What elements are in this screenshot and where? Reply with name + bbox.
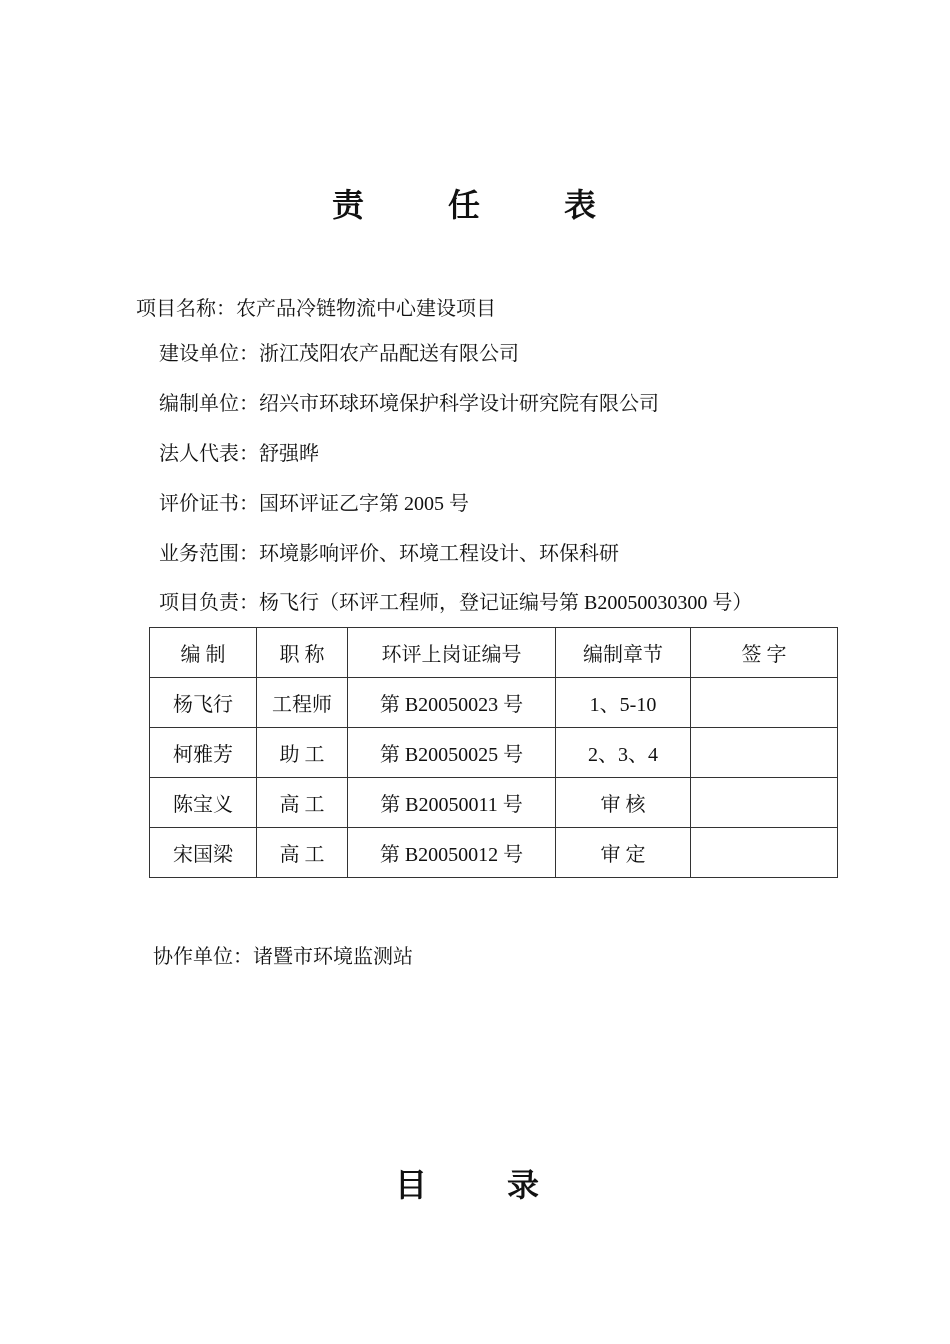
certificate-label: 评价证书： (159, 493, 259, 515)
project-lead-line (159, 591, 752, 615)
cooperator-line (153, 945, 413, 969)
cell-license-no: 第 B20050025 号 (348, 728, 556, 778)
toc-title: 目 录 (394, 1167, 575, 1203)
table-row (150, 728, 838, 778)
compiler-value: 绍兴市环球环境保护科学设计研究院有限公司 (259, 393, 659, 415)
cell-name: 陈宝义 (150, 778, 257, 828)
cooperator-value: 诸暨市环境监测站 (253, 946, 413, 968)
certificate-value: 国环评证乙字第 2005 号 (259, 493, 469, 515)
certificate-line (159, 492, 469, 516)
cell-license-no: 第 B20050023 号 (348, 678, 556, 728)
cell-license-no: 第 B20050011 号 (348, 778, 556, 828)
cell-name: 柯雅芳 (150, 728, 257, 778)
header-license-no: 环评上岗证编号 (348, 628, 556, 678)
header-signature: 签 字 (691, 628, 838, 678)
compiler-label: 编制单位： (159, 393, 259, 415)
cell-signature (691, 678, 838, 728)
scope-line (159, 542, 619, 566)
cell-title: 高 工 (257, 828, 348, 878)
legal-rep-label: 法人代表： (159, 443, 259, 465)
responsibility-table (149, 627, 838, 878)
project-lead-value: 杨飞行（环评工程师，登记证编号第 B20050030300 号） (259, 592, 753, 614)
builder-value: 浙江茂阳农产品配送有限公司 (259, 343, 519, 365)
compiler-line (159, 392, 659, 416)
cell-chapters: 审 定 (556, 828, 691, 878)
builder-line (159, 342, 519, 366)
header-title: 职 称 (257, 628, 348, 678)
header-chapters: 编制章节 (556, 628, 691, 678)
legal-rep-line (159, 442, 319, 466)
legal-rep-value: 舒强晔 (259, 443, 319, 465)
cell-name: 宋国梁 (150, 828, 257, 878)
page-title: 责 任 表 (331, 187, 634, 223)
project-name-label: 项目名称： (136, 298, 236, 320)
cell-chapters: 审 核 (556, 778, 691, 828)
cell-signature (691, 778, 838, 828)
table-row (150, 828, 838, 878)
scope-label: 业务范围： (159, 543, 259, 565)
project-name-value: 农产品冷链物流中心建设项目 (236, 298, 496, 320)
cell-signature (691, 728, 838, 778)
cell-chapters: 2、3、4 (556, 728, 691, 778)
project-lead-label: 项目负责： (159, 592, 259, 614)
cooperator-label: 协作单位： (153, 946, 253, 968)
scope-value: 环境影响评价、环境工程设计、环保科研 (259, 543, 619, 565)
cell-signature (691, 828, 838, 878)
header-compiler: 编 制 (150, 628, 257, 678)
cell-title: 助 工 (257, 728, 348, 778)
cell-title: 工程师 (257, 678, 348, 728)
table-row (150, 778, 838, 828)
cell-license-no: 第 B20050012 号 (348, 828, 556, 878)
table-row (150, 678, 838, 728)
project-name-line (136, 297, 496, 321)
builder-label: 建设单位： (159, 343, 259, 365)
cell-title: 高 工 (257, 778, 348, 828)
table-header-row (150, 628, 838, 678)
cell-name: 杨飞行 (150, 678, 257, 728)
cell-chapters: 1、5-10 (556, 678, 691, 728)
